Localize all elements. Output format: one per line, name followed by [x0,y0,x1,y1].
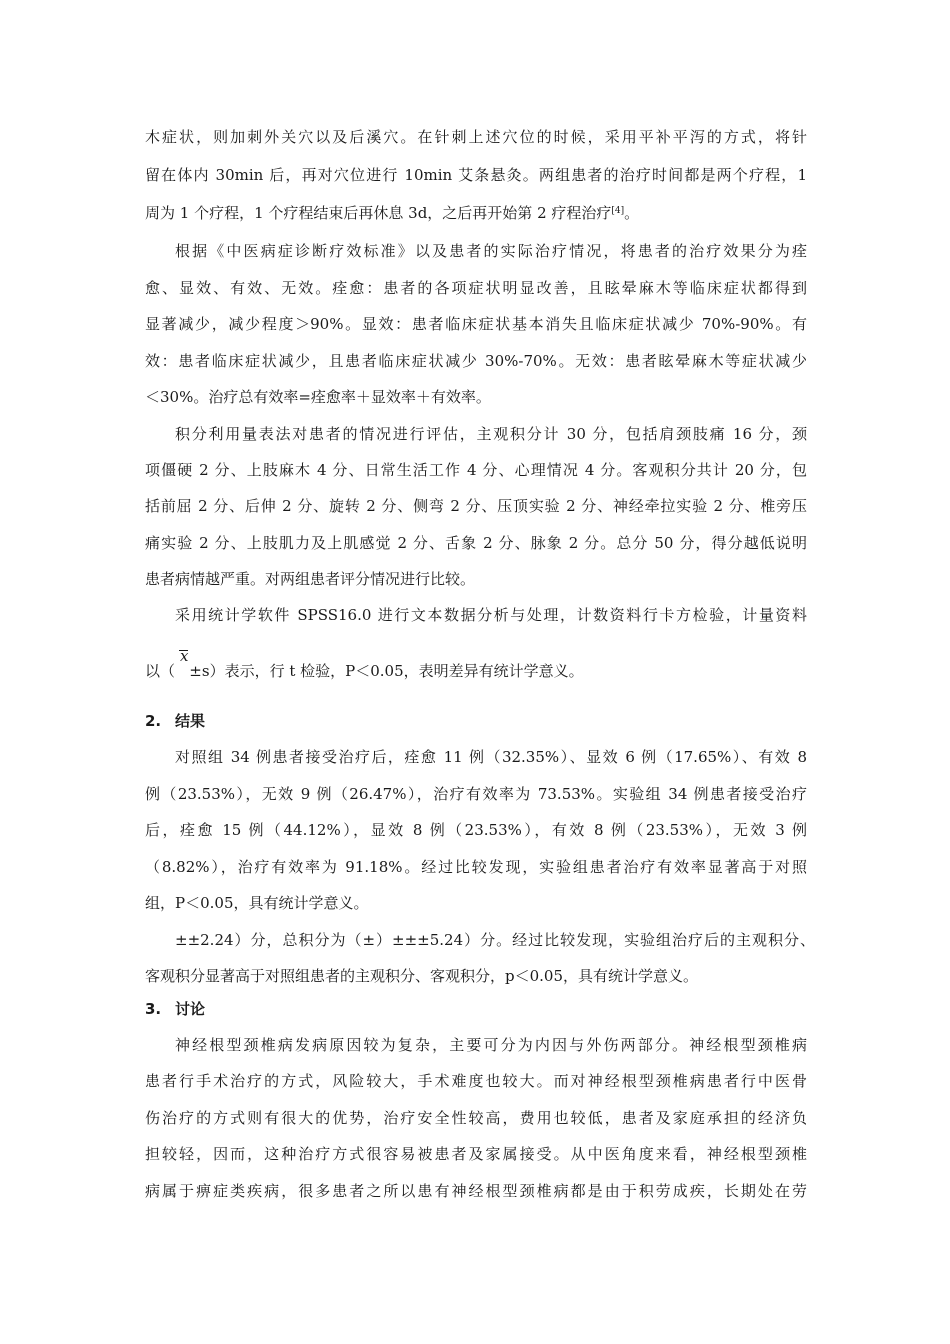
text-line: 伤治疗的方式则有很大的优势，治疗安全性较高，费用也较低，患者及家庭承担的经济负 [145,1109,807,1127]
mean-symbol: x [180,647,189,665]
text-line: 显著减少，减少程度＞90%。显效：患者临床症状基本消失且临床症状减少 70%-90%。有 [145,315,807,333]
text-line-end: 。 [624,204,640,222]
section-title: 讨论 [175,1000,206,1018]
paragraph-first-line: 积分利用量表法对患者的情况进行评估，主观积分计 30 分，包括肩颈肢痛 16 分，颈 [175,425,807,443]
section-heading-results [145,711,205,731]
text-line: 痛实验 2 分、上肢肌力及上肌感觉 2 分、舌象 2 分、脉象 2 分。总分 50 分，得分越低说明 [145,534,807,552]
text-line: 效：患者临床症状减少，且患者临床症状减少 30%-70%。无效：患者眩晕麻木等症状减少 [145,352,807,370]
paragraph-first-line: ±±2.24）分，总积分为（±）±±±5.24）分。经过比较发现，实验组治疗后的主观积分、 [175,931,815,949]
text-line: 以（ ±s）表示，行 t 检验，P＜0.05，表明差异有统计学意义。 [145,662,584,680]
text-line: 客观积分显著高于对照组患者的主观积分、客观积分，p＜0.05，具有统计学意义。 [145,967,699,985]
paragraph-first-line: 神经根型颈椎病发病原因较为复杂，主要可分为内因与外伤两部分。神经根型颈椎病 [175,1036,807,1054]
text-line: 病属于痹症类疾病，很多患者之所以患有神经根型颈椎病都是由于积劳成疾，长期处在劳 [145,1182,807,1200]
paragraph-first-line: 采用统计学软件 SPSS16.0 进行文本数据分析与处理，计数资料行卡方检验，计量资料 [175,606,807,624]
text-line: 患者病情越严重。对两组患者评分情况进行比较。 [145,570,476,588]
paragraph-first-line: 对照组 34 例患者接受治疗后，痊愈 11 例（32.35%）、显效 6 例（17.65%）、有效 8 [175,748,807,766]
section-title: 结果 [175,712,206,730]
text-line: ＜30%。治疗总有效率=痊愈率＋显效率＋有效率。 [145,388,491,406]
text-line: 担较轻，因而，这种治疗方式很容易被患者及家属接受。从中医角度来看，神经根型颈椎 [145,1145,807,1163]
section-heading-discussion [145,999,205,1019]
text-line: 木症状，则加刺外关穴以及后溪穴。在针刺上述穴位的时候，采用平补平泻的方式，将针 [145,128,807,146]
text-line-body: 周为 1 个疗程，1 个疗程结束后再休息 3d，之后再开始第 2 疗程治疗 [145,204,612,222]
text-line [145,203,807,223]
text-line: （8.82%），治疗有效率为 91.18%。经过比较发现，实验组患者治疗有效率显著高于对照 [145,858,807,876]
section-number: 2. [145,712,162,730]
citation-marker: [4] [611,206,625,216]
section-number: 3. [145,1000,162,1018]
text-line: 括前屈 2 分、后伸 2 分、旋转 2 分、侧弯 2 分、压顶实验 2 分、神经牵拉实验 2 分、椎旁压 [145,497,807,515]
text-line: 愈、显效、有效、无效。痊愈：患者的各项症状明显改善，且眩晕麻木等临床症状都得到 [145,279,807,297]
text-line: 后，痊愈 15 例（44.12%），显效 8 例（23.53%），有效 8 例（23.53%），无效 3 例 [145,821,807,839]
text-line: 组，P＜0.05，具有统计学意义。 [145,894,369,912]
text-line: 例（23.53%），无效 9 例（26.47%），治疗有效率为 73.53%。实验组 34 例患者接受治疗 [145,785,807,803]
text-line: 患者行手术治疗的方式，风险较大，手术难度也较大。而对神经根型颈椎病患者行中医骨 [145,1072,807,1090]
text-line: 项僵硬 2 分、上肢麻木 4 分、日常生活工作 4 分、心理情况 4 分。客观积分共计 20 分，包 [145,461,807,479]
paragraph-first-line: 根据《中医病症诊断疗效标准》以及患者的实际治疗情况，将患者的治疗效果分为痊 [175,242,807,260]
text-line: 留在体内 30min 后，再对穴位进行 10min 艾条悬灸。两组患者的治疗时间都是两个疗程，1 [145,166,807,184]
